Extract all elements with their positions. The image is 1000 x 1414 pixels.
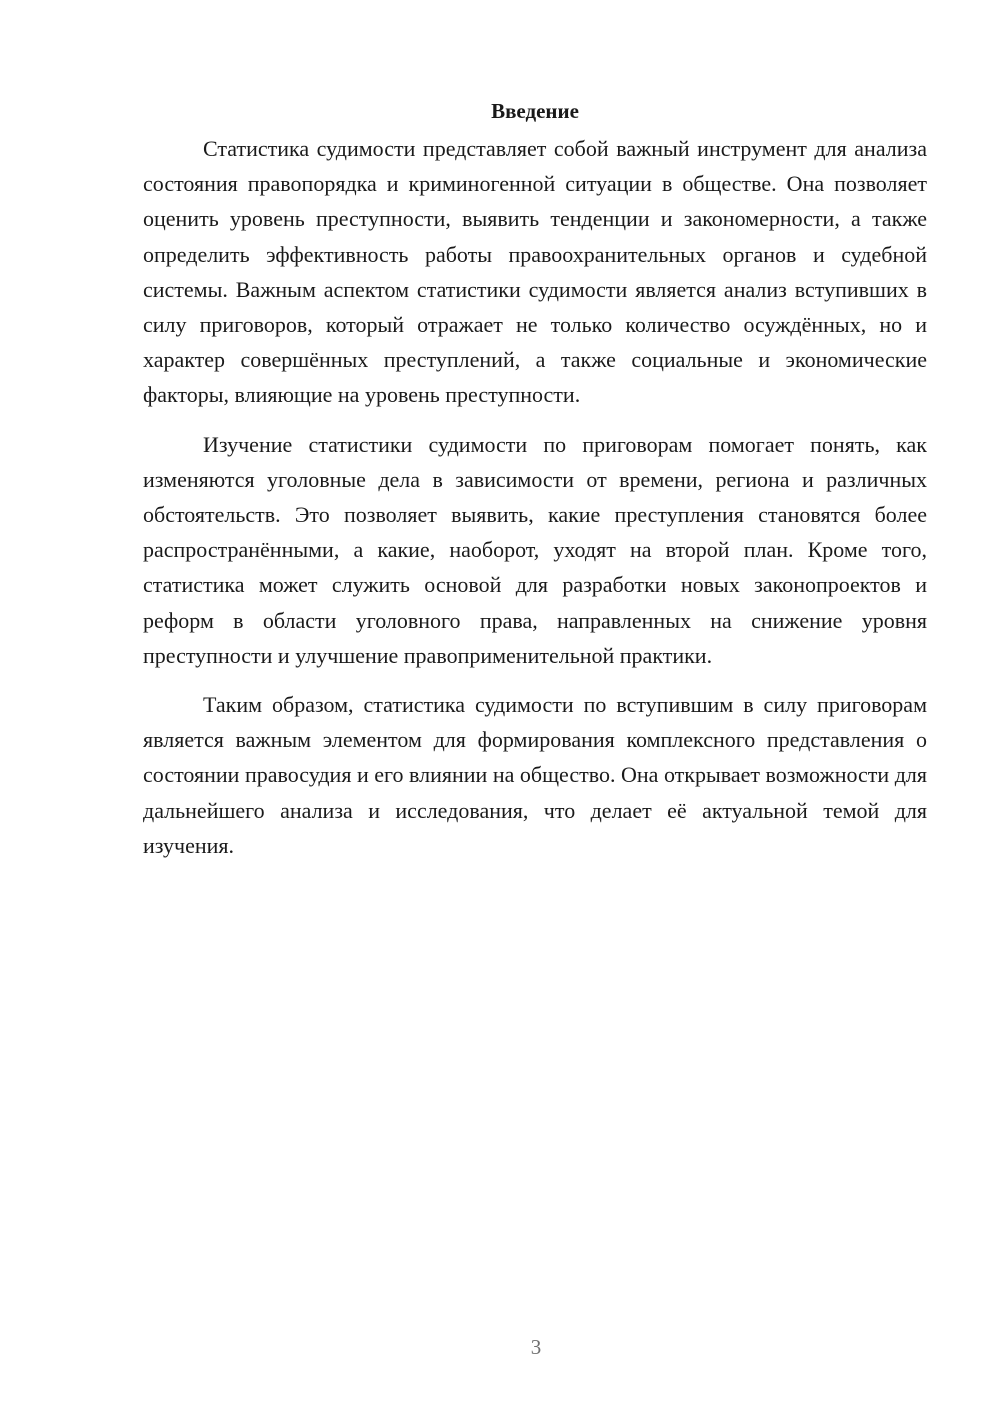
section-heading: Введение bbox=[491, 99, 579, 123]
paragraph-3: Таким образом, статистика судимости по вступившим в силу приговорам является важным элементом для формирования комплексного представления о состоянии правосудия и его влиянии на общество. Она открывает возможности для дальнейшего анализа и исследования, что делает её актуальной темой для изучения. bbox=[143, 692, 927, 858]
page-content bbox=[143, 96, 927, 877]
paragraph-2: Изучение статистики судимости по приговорам помогает понять, как изменяются уголовные дела в зависимости от времени, региона и различных обстоятельств. Это позволяет выявить, какие преступления становятся более распространёнными, а какие, наоборот, уходят на второй план. Кроме того, статистика может служить основой для разработки новых законопроектов и реформ в области уголовного права, направленных на снижение уровня преступности и улучшение правоприменительной практики. bbox=[143, 431, 927, 668]
paragraph-1: Статистика судимости представляет собой важный инструмент для анализа состояния правопорядка и криминогенной ситуации в обществе. Она позволяет оценить уровень преступности, выявить тенденции и закономерности, а также определить эффективность работы правоохранительных органов и судебной системы. Важным аспектом статистики судимости является анализ вступивших в силу приговоров, который отражает не только количество осуждённых, но и характер совершённых преступлений, а также социальные и экономические факторы, влияющие на уровень преступности. bbox=[143, 136, 927, 408]
page-number: 3 bbox=[530, 1335, 542, 1359]
